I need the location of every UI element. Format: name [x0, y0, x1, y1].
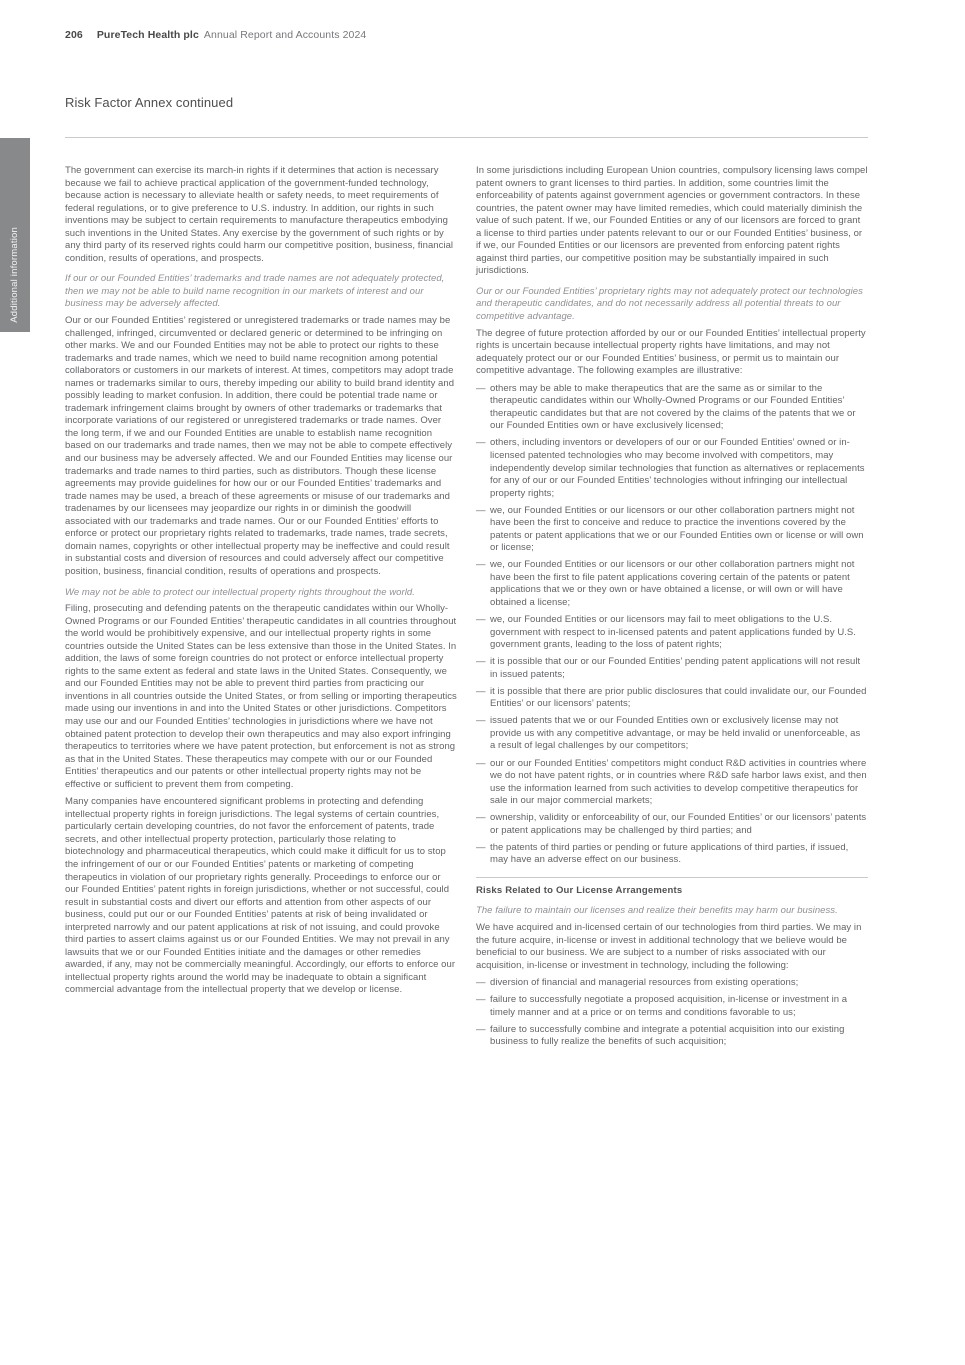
em-dash-marker: — [476, 685, 486, 697]
sidebar-section-tab[interactable] [0, 138, 30, 332]
bullet-text: it is possible that there are prior public disclosures that could invalidate our, our Founded Entities’ or our licensors’ patents; [490, 685, 867, 710]
em-dash-marker: — [476, 614, 486, 626]
bullet-item [476, 505, 868, 555]
em-dash-marker: — [476, 977, 486, 989]
em-dash-marker: — [476, 1023, 486, 1035]
sidebar-section-label: Additional information [9, 227, 20, 323]
bullet-text: it is possible that our or our Founded Entities’ pending patent applications will not result in issued patents; [490, 656, 861, 680]
bullet-item [476, 1024, 868, 1049]
italic-subheading: Our or our Founded Entities’ proprietary rights may not adequately protect our technologies and therapeutic candidates, and do not necessarily address all potential threats to our competitive advantage. [476, 285, 863, 323]
bullet-item [476, 559, 868, 609]
em-dash-marker: — [476, 715, 486, 727]
bullet-item [476, 994, 868, 1019]
section-heading: Risks Related to Our License Arrangements [476, 884, 683, 896]
bullet-text: issued patents that we or our Founded Entities own or exclusively license may not provide us with any competitive advantage, or may be held invalid or unenforceable, as a result of legal challenges by our competitors; [490, 715, 861, 752]
italic-subheading: If our or our Founded Entities’ trademarks and trade names are not adequately protected, then we may not be able to build name recognition in our markets of interest and our business may be adversely affected. [65, 273, 445, 310]
section-title: Risk Factor Annex continued [65, 95, 234, 110]
company-name: PureTech Health plc [96, 29, 199, 41]
bullet-text: our or our Founded Entities’ competitors might conduct R&D activities in countries where we do not have patent rights, or in countries where R&D safe harbor laws exist, and then use the information learned from such activities to develop competitive therapeutics for sale in our major commercial markets; [490, 757, 867, 807]
bullet-text: failure to successfully negotiate a proposed acquisition, in-license or investment in a timely manner and at a price or on terms and conditions favorable to us; [490, 994, 848, 1018]
bullet-text: failure to successfully combine and integrate a potential acquisition into our existing business to fully realize the benefits of such acquisition; [490, 1023, 845, 1048]
bullet-item [476, 758, 868, 808]
body-paragraph: Our or our Founded Entities’ registered or unregistered trademarks or trade names may be challenged, infringed, circumvented or declared generic or determined to be infringing on other marks. We and our Founded Entities may not be able to protect our rights to these trademarks and trade names, which we need to build name recognition among potential collaborators or customers in our markets of interest. At times, competitors may adopt trade names or trademarks similar to ours, thereby impeding our ability to build brand identity and possibly leading to market confusion. In addition, there could be potential trade name or trademark infringement claims brought by owners of other trademarks or trademarks that incorporate variations of our registered or unregistered trademarks or trade names. Over the long term, if we and our Founded Entities are unable to establish name recognition based on our trademarks and trade names, then we may not be able to compete effectively and our business may be adversely affected. We and our Founded Entities may license our trademarks and trade names to third parties, such as distributors. Though these license agreements may provide guidelines for how our or our Founded Entities’ trademarks and trade names may be used, a breach of these agreements or misuse of our trademarks and tradenames by our licensees may jeopardize our rights in or diminish the goodwill associated with our trademarks and trade names. Our or our Founded Entities’ efforts to enforce or protect our proprietary rights related to trademarks, trade names, trade secrets, domain names, copyrights or other intellectual property may be ineffective and could result in substantial costs and diversion of resources and could adversely affect our competitive position, business, financial condition, results of operations and prospects. [65, 315, 455, 577]
body-paragraph: The government can exercise its march-in rights if it determines that action is necessary because we fail to achieve practical application of the government-funded technology, because action is necessary to alleviate health or safety needs, to meet requirements of federal regulations, or to give preference to U.S. industry. In addition, our rights in such inventions may be subject to certain requirements to manufacture therapeutics embodying such inventions in the United States. Any exercise by the government of such rights or by any third party of its reserved rights could harm our competitive position, business, financial condition, results of operations, and prospects. [65, 165, 454, 264]
bullet-item [476, 437, 868, 500]
em-dash-marker: — [476, 437, 486, 449]
body-paragraph: The degree of future protection afforded by our or our Founded Entities’ intellectual property rights is uncertain because intellectual property rights have limitations, and may not adequately protect our or our Founded Entities’ business, or permit us to maintain our competitive advantage. The following examples are illustrative: [476, 327, 866, 377]
em-dash-marker: — [476, 559, 486, 571]
bullet-text: diversion of financial and managerial resources from existing operations; [490, 977, 799, 989]
bullet-item [476, 686, 868, 711]
em-dash-marker: — [476, 841, 486, 853]
bullet-text: we, our Founded Entities or our licensors or our other collaboration partners might not have been the first to conceive and reduce to practice the inventions covered by the patents or patent applications that we or our Founded Entities own or license or will own or license; [490, 504, 864, 554]
bullet-text: ownership, validity or enforceability of our, our Founded Entities’ or our licensors’ patents or patent applications may be challenged by third parties; and [490, 812, 867, 836]
bullet-text: others, including inventors or developers of our or our Founded Entities’ owned or in-licensed patented technologies who may become involved with competitors, may independently develop similar technologies that function as alternatives or replacements for any of our or our Founded Entities’ technologies without infringing our intellectual property rights; [490, 437, 865, 499]
page-header [65, 29, 366, 41]
content-columns [65, 165, 868, 1053]
em-dash-marker: — [476, 812, 486, 824]
body-paragraph: We have acquired and in-licensed certain of our technologies from third parties. We may in the future acquire, in-license or invest in additional technology that we believe would be beneficial to our business. We are subject to a number of risks associated with our acquisition, in-license or investment in technology, including the following: [476, 921, 862, 971]
right-column [476, 165, 868, 1053]
bullet-item [476, 656, 868, 681]
em-dash-marker: — [476, 757, 486, 769]
italic-subheading: We may not be able to protect our intellectual property rights throughout the world. [65, 586, 415, 598]
body-paragraph: Many companies have encountered significant problems in protecting and defending intellectual property rights in foreign jurisdictions. The legal systems of certain countries, particularly certain developing countries, do not favor the enforcement of patents, trade secrets, and other intellectual property protection, particularly those relating to biotechnology and pharmaceutical therapeutics, which could make it difficult for us to stop the infringement of our or our Founded Entities’ patents or marketing of competing therapeutics in violation of our proprietary rights generally. Proceedings to enforce our or our Founded Entities’ patent rights in foreign jurisdictions, whether or not successful, could result in substantial costs and divert our efforts and attention from other aspects of our business, could put our or our Founded Entities’ patents at risk of being invalidated or interpreted narrowly and our patent applications at risk of not issuing, and could provoke third parties to assert claims against us or our Founded Entities. We may not prevail in any lawsuits that we or our Founded Entities initiate and the damages or other remedies awarded, if any, may not be commercially meaningful. Accordingly, our efforts to enforce our intellectual property rights around the world may be inadequate to obtain a significant commercial advantage from the intellectual property that we develop or license. [65, 796, 456, 996]
bullet-text: the patents of third parties or pending or future applications of third parties, if issued, may have an adverse effect on our business. [490, 841, 849, 866]
bullet-item [476, 842, 868, 867]
body-paragraph: Filing, prosecuting and defending patents on the therapeutic candidates within our Wholly-Owned Programs or our Founded Entities’ therapeutic candidates in all countries throughout the world would be prohibitively expensive, and our intellectual property rights in some countries outside the United States can be less extensive than those in the United States. In addition, the laws of some foreign countries do not protect or enforce intellectual property rights to the same extent as federal and state laws in the United States. Consequently, we and our Founded Entities may not be able to prevent third parties from practicing our inventions in all countries outside the United States, or from selling or importing therapeutics made using our inventions in and into the United States or other jurisdictions. Competitors may use our and our Founded Entities’ technologies in jurisdictions where we have not obtained patent protection to develop their own therapeutics and may also export infringing therapeutics to territories where we have patent protection, but enforcement is not as strong as that in the United States. These therapeutics may compete with our or our Founded Entities’ therapeutics and our patents or other intellectual property rights may not be effective or sufficient to prevent them from competing. [65, 603, 457, 790]
bullet-item [476, 715, 868, 753]
em-dash-marker: — [476, 994, 486, 1006]
em-dash-marker: — [476, 504, 486, 516]
bullet-item [476, 812, 868, 837]
italic-subheading: The failure to maintain our licenses and realize their benefits may harm our business. [476, 905, 838, 917]
em-dash-marker: — [476, 382, 486, 394]
left-column [65, 165, 457, 1053]
bullet-item [476, 383, 868, 433]
section-divider [476, 877, 868, 878]
bullet-text: we, our Founded Entities or our licensors or our other collaboration partners might not have been the first to file patent applications covering certain of the patents or patent applications that we or they own or have obtained a license, or will own or will have obtained a license; [490, 559, 855, 608]
body-paragraph: In some jurisdictions including European Union countries, compulsory licensing laws compel patent owners to grant licenses to third parties. In addition, some countries limit the enforceability of patents against government agencies or government contractors. In these countries, the patent owner may have limited remedies, which could materially diminish the value of such patent. If we, our Founded Entities or any of our licensors are forced to grant a license to third parties under patents relevant to our or our Founded Entities’ business, or if we, our Founded Entities or our licensors are prevented from enforcing patent rights against third parties, our competitive position may be substantially impaired in such jurisdictions. [476, 165, 868, 277]
bullet-text: we, our Founded Entities or our licensors may fail to meet obligations to the U.S. government with respect to in-licensed patents and patent applications funded by U.S. government grants, leading to the loss of patent rights; [490, 614, 856, 651]
report-title: Annual Report and Accounts 2024 [203, 29, 367, 41]
page-number: 206 [65, 29, 83, 41]
em-dash-marker: — [476, 656, 486, 668]
bullet-item [476, 614, 868, 652]
bullet-text: others may be able to make therapeutics that are the same as or similar to the therapeutic candidates within our Wholly-Owned Programs or our Founded Entities’ therapeutic candidates but that are not covered by the claims of the patents that we or our Founded Entities own or have exclusively licensed; [490, 382, 856, 432]
bullet-item [476, 977, 868, 990]
header-divider [65, 137, 868, 138]
